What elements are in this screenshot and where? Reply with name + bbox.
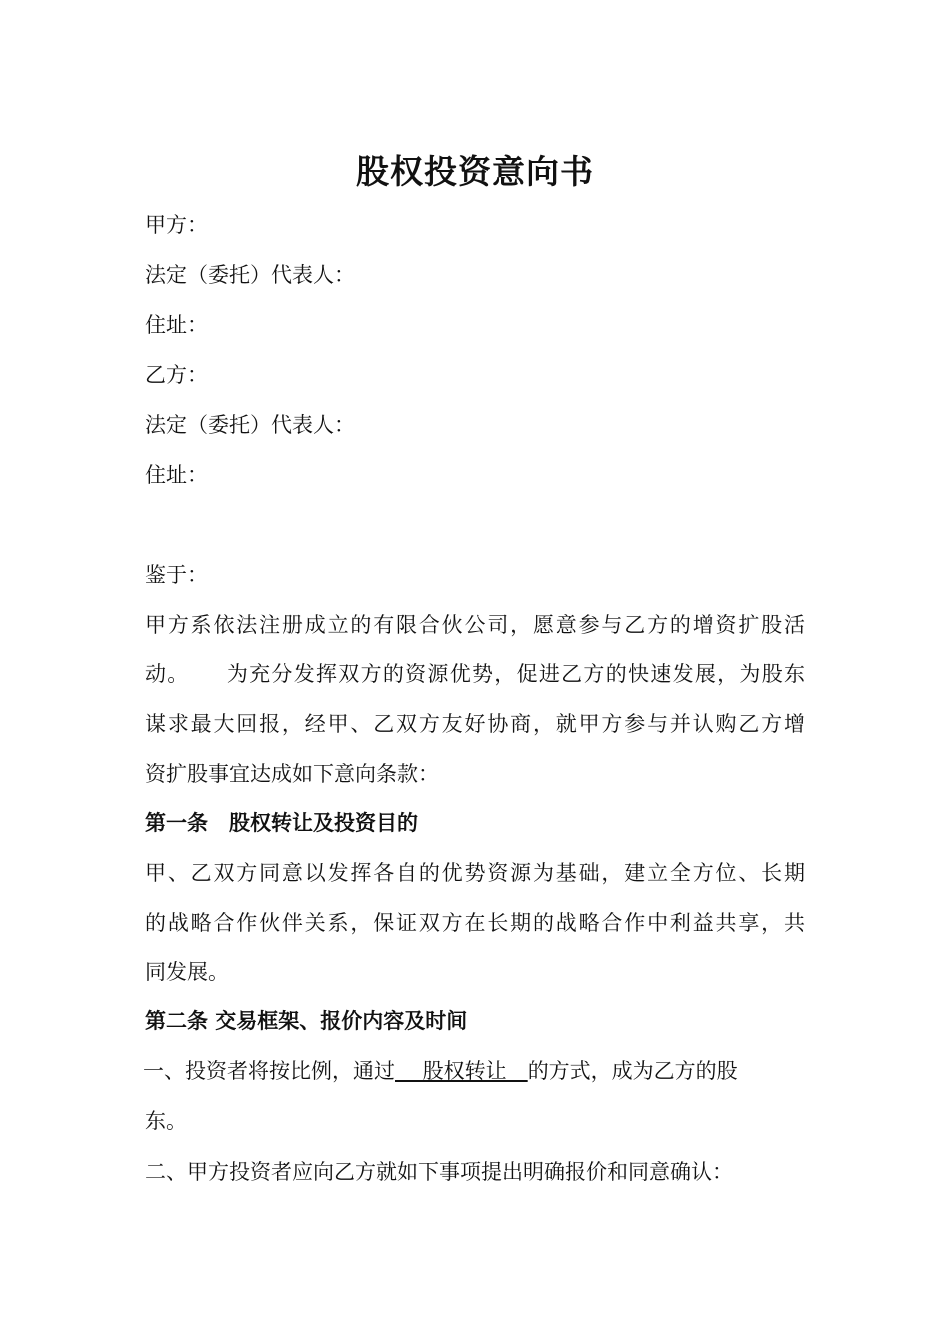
item-1-suffix: 的方式，成为乙方的股 [527, 1059, 738, 1083]
article-2-heading: 第二条 交易框架、报价内容及时间 [145, 1008, 468, 1033]
article-1-line-3: 同发展。 [145, 960, 229, 984]
article-1-heading: 第一条 股权转让及投资目的 [145, 810, 418, 835]
party-a-label: 甲方： [145, 213, 208, 237]
article-2-item-1 [143, 1056, 738, 1086]
intro-line-2a: 动。 [145, 662, 190, 686]
whereas-label: 鉴于： [145, 563, 208, 587]
party-a-representative: 法定（委托）代表人： [145, 263, 355, 287]
intro-line-2b: 为充分发挥双方的资源优势，促进乙方的快速发展，为股东 [225, 662, 806, 686]
article-2-item-1-line-2: 东。 [145, 1109, 187, 1133]
item-1-prefix: 一、投资者将按比例，通过 [143, 1059, 395, 1083]
intro-line-2 [145, 659, 805, 689]
article-1-line-1: 甲、乙双方同意以发挥各自的优势资源为基础，建立全方位、长期 [145, 861, 805, 885]
intro-line-4: 资扩股事宜达成如下意向条款： [145, 762, 439, 786]
intro-line-1: 甲方系依法注册成立的有限合伙公司，愿意参与乙方的增资扩股活 [145, 613, 805, 637]
article-1-line-2: 的战略合作伙伴关系，保证双方在长期的战略合作中利益共享，共 [145, 911, 805, 935]
document-title: 股权投资意向书 [356, 152, 594, 191]
item-1-blank-field: 股权转让 [395, 1059, 528, 1083]
party-b-address: 住址： [145, 463, 208, 487]
party-a-address: 住址： [145, 313, 208, 337]
article-2-item-2: 二、甲方投资者应向乙方就如下事项提出明确报价和同意确认： [145, 1160, 733, 1184]
intro-line-3: 谋求最大回报，经甲、乙双方友好协商，就甲方参与并认购乙方增 [145, 712, 805, 736]
party-b-representative: 法定（委托）代表人： [145, 413, 355, 437]
party-b-label: 乙方： [145, 363, 208, 387]
